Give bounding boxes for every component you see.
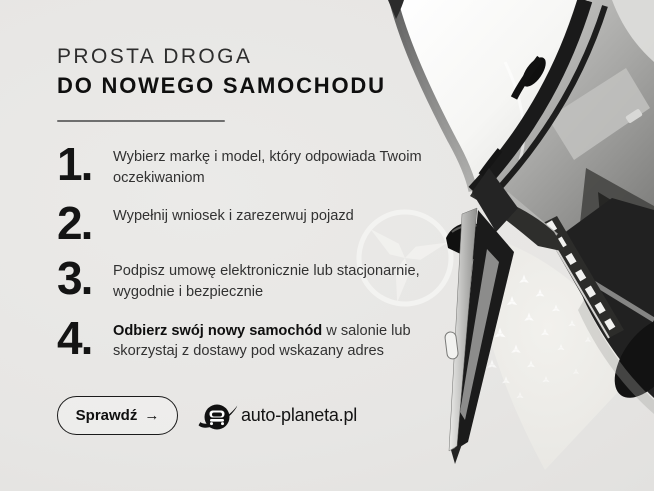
steps-list [57,138,432,378]
footer-row [57,396,357,435]
arrow-right-icon: → [144,406,160,424]
step-number-3: 3. [57,252,92,305]
step-number-2: 2. [57,197,92,250]
step-item-4 [57,311,432,364]
step-number-1: 1. [57,138,92,190]
step-item-3 [57,252,432,305]
title-line-2: DO NOWEGO SAMOCHODU [57,73,386,99]
page-title [57,44,386,100]
title-divider [57,120,225,122]
step-text-2: Wypełnij wniosek i zarezerwuj pojazd [113,208,354,225]
step-text-3: Podpisz umowę elektronicznie lub stacjonarnie, wygodnie i bezpiecznie [113,263,420,300]
car-planet-icon [198,398,240,434]
step-item-1 [57,138,432,190]
title-line-1: PROSTA DROGA [57,45,253,68]
brand-logo[interactable] [198,398,357,434]
step-text-1: Wybierz markę i model, który odpowiada Twoim oczekiwaniom [113,149,422,186]
step-item-2 [57,197,432,250]
step-number-4: 4. [57,311,92,364]
step-text-4: Odbierz swój nowy samochód w salonie lub skorzystaj z dostawy pod wskazany adres [113,322,411,360]
check-offer-button[interactable] [57,396,178,435]
brand-name: auto-planeta.pl [241,405,358,425]
check-offer-label: Sprawdź [75,407,138,424]
